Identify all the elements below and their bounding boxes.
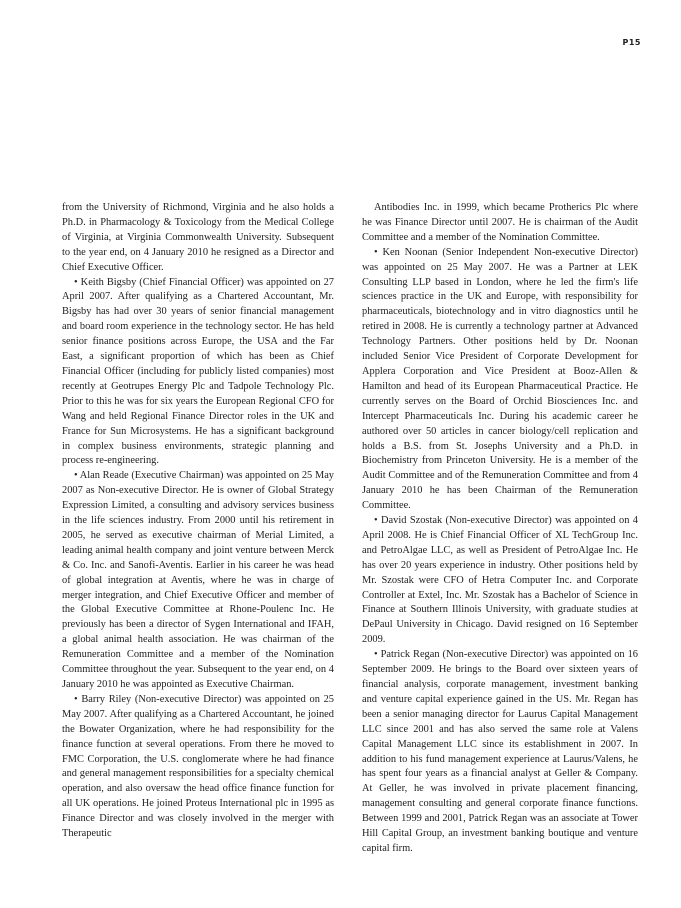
right-column xyxy=(362,201,638,857)
bio-barry-riley: • Barry Riley (Non-executive Director) was appointed on 25 May 2007. After qualifying as a Chartered Accountant, he joined the Bowater Organization, where he had responsibility for the finance function at several operations. From there he moved to FMC Corporation, the U.S. conglomerate where he had finance and general management responsibilities for a specialty chemical operation, and also oversaw the head office finance function for all UK operations. He joined Proteus International plc in 1995 as Finance Director and was closely involved in the merger with Therapeutic xyxy=(62,693,334,840)
bio-david-szostak: • David Szostak (Non-executive Director) was appointed on 4 April 2008. He is Chief Financial Officer of XL TechGroup Inc. and PetroAlgae LLC, as well as President of PetroAlgae Inc. He has over 20 years experience in industry. Other positions held by Mr. Szostak were CFO of Hetra Computer Inc. and Corporate Controller at Extel, Inc. Mr. Szostak has a Bachelor of Science in Finance at Southern Illinois University, with graduate studies at DePaul University in Chicago. David resigned on 16 September 2009. xyxy=(362,515,638,646)
bio-alan-reade: • Alan Reade (Executive Chairman) was appointed on 25 May 2007 as Non-executive Director. He is owner of Global Strategy Expression Limited, a consulting and advisory services business in the life sciences industry. From 2000 until his retirement in 2005, he served as executive chairman of Merial Limited, a leading animal health company and joint venture between Merck & Co. Inc. and Sanofi-Aventis. Earlier in his career he was head of global integration at Aventis, where he was in charge of merger integration, and Chief Executive Officer and member of the Global Executive Committee at Rhone-Poulenc Inc. He previously has been a director of Sygen International and IFAH, a global animal health association. He was chairman of the Remuneration Committee and a member of the Nomination Committee throughout the year. Subsequent to the year end, on 4 January 2010 he was appointed as Executive Chairman. xyxy=(62,470,334,690)
bio-ken-noonan: • Ken Noonan (Senior Independent Non-executive Director) was appointed on 25 May 2007. He was a Partner at LEK Consulting LLP based in London, where he led the firm's life sciences practice in the UK and Europe, with responsibility for pharmaceuticals, biotechnology and in vitro diagnostics until he retired in 2008. He is currently a technology partner at Advanced Technology Partners. Other positions held by Dr. Noonan included Senior Vice President of Corporate Development for Applera Corporation and Vice President at Booz-Allen & Hamilton and head of its European Pharmaceutical Practice. He currently serves on the Board of Orchid Biosciences Inc. and Intercept Pharmaceuticals Inc. During his academic career he authored over 50 articles in cancer biology/cell replication and holds a B.S. from St. Josephs University and a Ph.D. in Biochemistry from Princeton University. He is a member of the Audit Committee and of the Remuneration Committee and from 4 January 2010 he has been Chairman of the Remuneration Committee. xyxy=(362,246,638,512)
bio-patrick-regan: • Patrick Regan (Non-executive Director) was appointed on 16 September 2009. He brings to the Board over sixteen years of financial analysis, corporate management, investment banking and venture capital experience gained in the US. Mr. Regan has been a senior managing director for Laurus Capital Management LLC since 2001 and has also served the same role at Valens Capital Management LLC since its establishment in 2007. In addition to his fund management experience at Laurus/Valens, he has spent four years as a financial analyst at Geller & Company. At Geller, he was involved in private placement financing, management consulting and general corporate finance functions. Between 1999 and 2001, Patrick Regan was an associate at Tower Hill Capital Group, an investment banking boutique and venture capital firm. xyxy=(362,649,638,854)
paragraph-barry-riley-continued: Antibodies Inc. in 1999, which became Protherics Plc where he was Finance Director until 2007. He is chairman of the Audit Committee and a member of the Nomination Committee. xyxy=(362,202,638,243)
bio-keith-bigsby: • Keith Bigsby (Chief Financial Officer) was appointed on 27 April 2007. After qualifying as a Chartered Accountant, Mr. Bigsby has had over 30 years of senior financial management and board room experience in the technology sector. He has held senior finance positions across Europe, the USA and the Far East, a significant proportion of which has been as Chief Financial Officer (including for publicly listed companies) most recently at Geotrupes Energy Plc and Tadpole Technology Plc. Prior to this he was for six years the European Regional CFO for Wang and held Regional Finance Director roles in the UK and France for Sun Microsystems. He has a significant background in complex business environments, strategic planning and process re-engineering. xyxy=(62,276,334,467)
left-column xyxy=(62,201,334,842)
paragraph-richmond-education: from the University of Richmond, Virginia and he also holds a Ph.D. in Pharmacology & Toxicology from the Medical College of Virginia, at Virginia Commonwealth University. Subsequent to the year end, on 4 January 2010 he resigned as a Director and Chief Executive Officer. xyxy=(62,202,334,273)
page-number: P15 xyxy=(622,38,641,47)
